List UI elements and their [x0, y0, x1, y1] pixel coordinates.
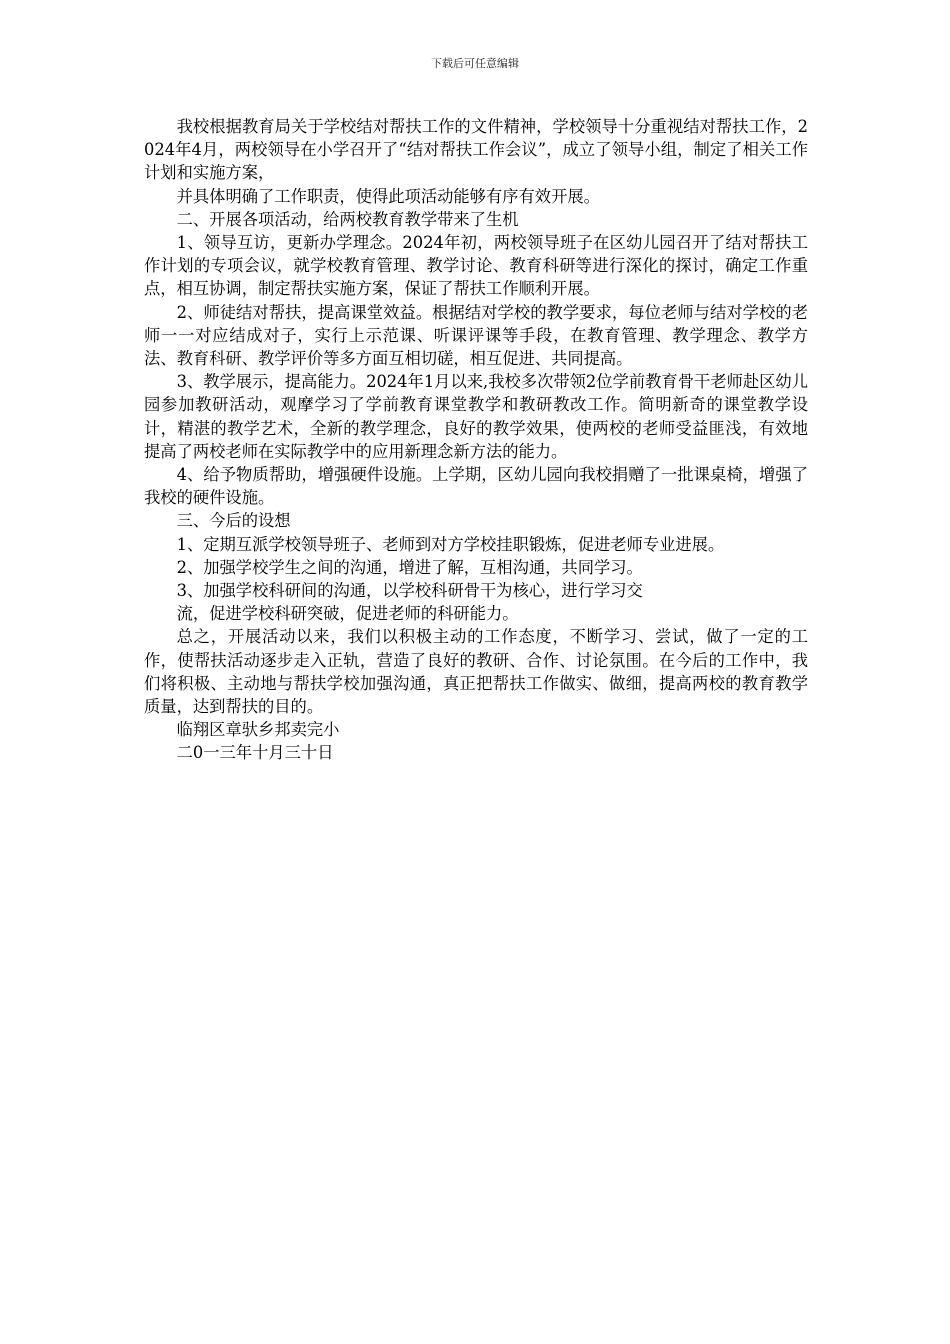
paragraph-plan-3: 3、加强学校科研间的沟通，以学校科研骨干为核心，进行学习交	[176, 581, 643, 601]
document-body	[144, 115, 808, 765]
signature-date: 二0一三年十月三十日	[176, 743, 334, 763]
signature-school: 临翔区章驮乡邦卖完小	[176, 720, 340, 740]
section-heading-3: 三、今后的设想	[176, 511, 291, 531]
paragraph-intro-cont: 并具体明确了工作职责，使得此项活动能够有序有效开展。	[176, 186, 600, 206]
paragraph-summary: 总之，开展活动以来，我们以积极主动的工作态度，不断学习、尝试，做了一定的工作，使帮扶活动逐步走入正轨，营造了良好的教研、合作、讨论氛围。在今后的工作中，我们将积极、主动地与帮扶学校加强沟通，真正把帮扶工作做实、做细，提高两校的教育教学质量，达到帮扶的目的。	[144, 627, 808, 717]
paragraph-plan-2: 2、加强学校学生之间的沟通，增进了解，互相沟通，共同学习。	[176, 557, 643, 577]
paragraph-item-4: 4、给予物质帮助，增强硬件设施。上学期，区幼儿园向我校捐赠了一批课桌椅，增强了我校的硬件设施。	[144, 465, 808, 508]
page-header: 下载后可任意编辑	[431, 57, 519, 70]
paragraph-plan-3-cont: 流，促进学校科研突破，促进老师的科研能力。	[176, 604, 519, 624]
section-heading-2: 二、开展各项活动，给两校教育教学带来了生机	[176, 209, 519, 229]
paragraph-item-1: 1、领导互访，更新办学理念。2024年初，两校领导班子在区幼儿园召开了结对帮扶工作计划的专项会议，就学校教育管理、教学讨论、教育科研等进行深化的探讨，确定工作重点，相互协调，制定帮扶实施方案，保证了帮扶工作顺利开展。	[144, 233, 808, 299]
paragraph-intro: 我校根据教育局关于学校结对帮扶工作的文件精神，学校领导十分重视结对帮扶工作，2024年4月，两校领导在小学召开了“结对帮扶工作会议”，成立了领导小组，制定了相关工作计划和实施方案，	[144, 117, 808, 183]
paragraph-plan-1: 1、定期互派学校领导班子、老师到对方学校挂职锻炼，促进老师专业进展。	[176, 534, 725, 554]
paragraph-item-2: 2、师徒结对帮扶，提高课堂效益。根据结对学校的教学要求，每位老师与结对学校的老师一一对应结成对子，实行上示范课、听课评课等手段，在教育管理、教学理念、教学方法、教育科研、教学评价等多方面互相切磋，相互促进、共同提高。	[144, 302, 808, 369]
paragraph-item-3: 3、教学展示，提高能力。2024年1月以来,我校多次带领2位学前教育骨干老师赴区幼儿园参加教研活动，观摩学习了学前教育课堂教学和教研教改工作。简明新奇的课堂教学设计，精湛的教学艺术，全新的教学理念，良好的教学效果，使两校的老师受益匪浅，有效地提高了两校老师在实际教学中的应用新理念新方法的能力。	[144, 372, 808, 461]
